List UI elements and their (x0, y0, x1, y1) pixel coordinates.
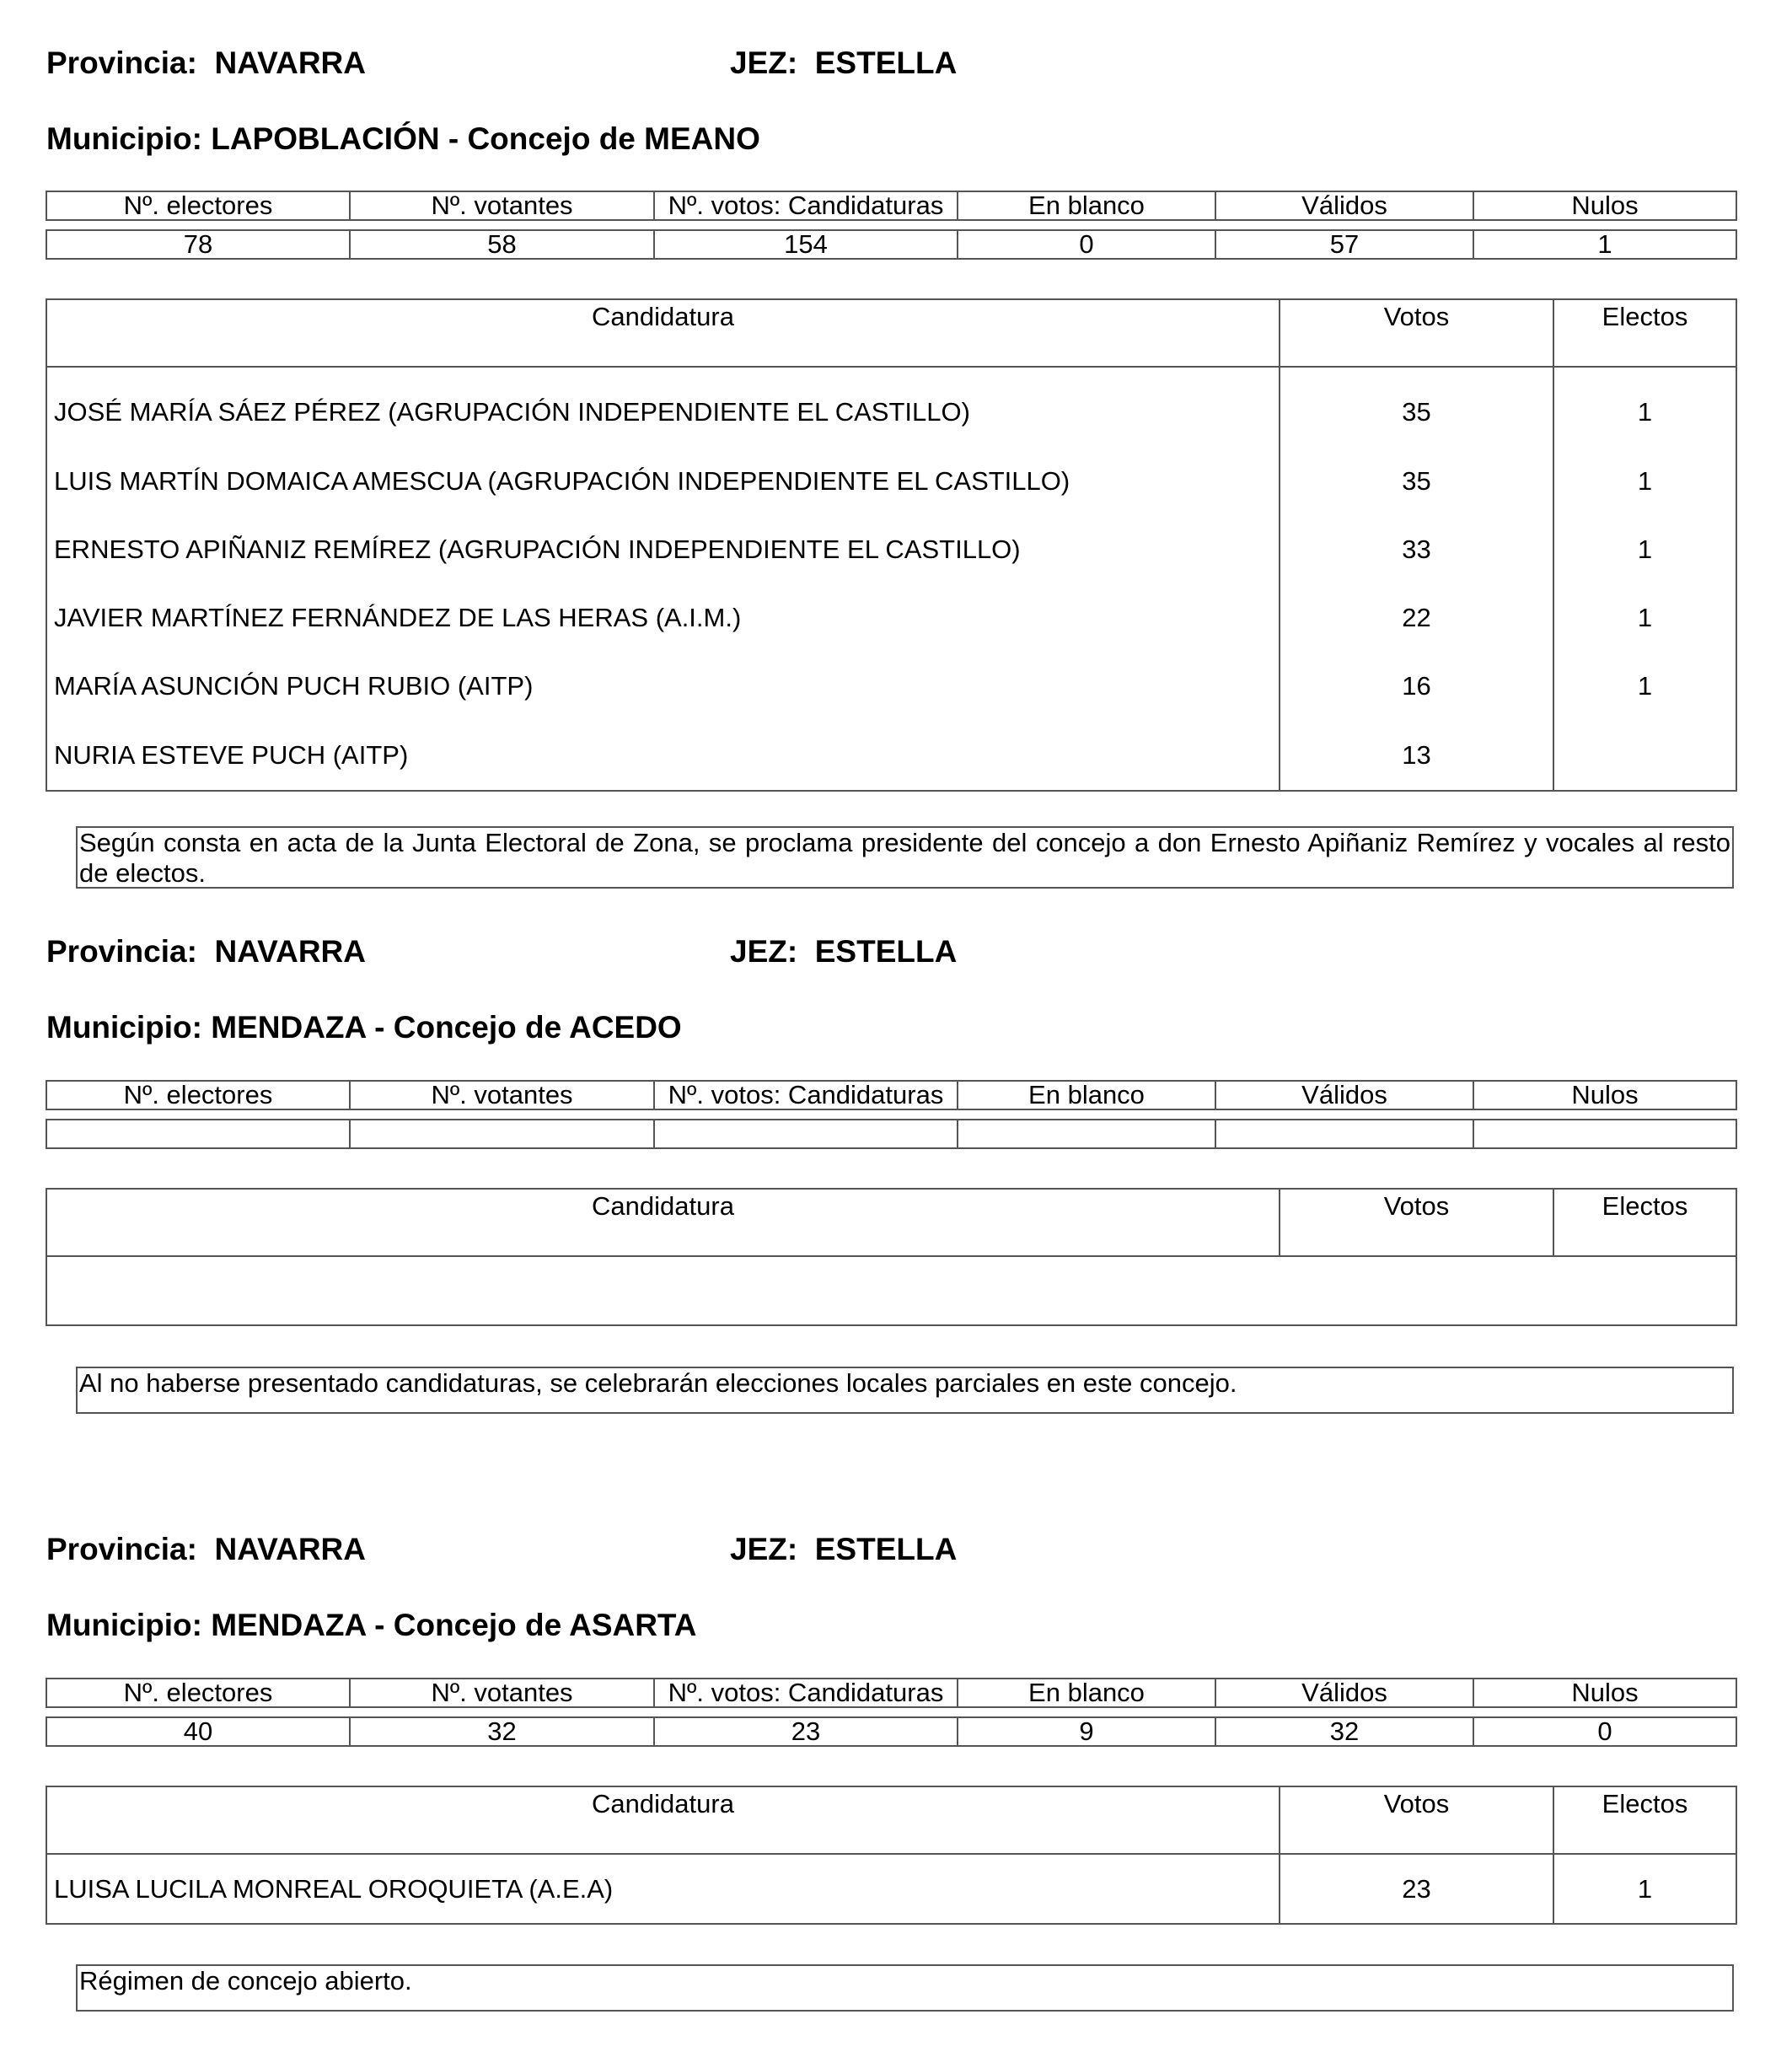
stats-header-electores: Nº. electores (46, 191, 350, 220)
candidate-name: MARÍA ASUNCIÓN PUCH RUBIO (AITP) (46, 652, 1280, 720)
candidate-votos: 35 (1280, 367, 1553, 447)
stats-header-row (46, 191, 1736, 220)
candidates-header-row (46, 299, 1736, 367)
stats-value-votantes: 58 (350, 230, 654, 259)
candidate-electos: 1 (1553, 1854, 1736, 1924)
stats-header-votantes: Nº. votantes (350, 1679, 654, 1707)
municipio-heading (46, 1607, 697, 1644)
concejo-prefix: - Concejo de (448, 121, 636, 156)
provincia-heading (46, 933, 366, 970)
jez-heading (730, 45, 957, 82)
stats-header-votantes: Nº. votantes (350, 191, 654, 220)
stats-value-row (46, 230, 1736, 259)
stats-value-votos-candidaturas: 154 (654, 230, 958, 259)
empty-candidates-cell (46, 1256, 1736, 1325)
table-row (46, 515, 1736, 583)
candidate-electos: 1 (1553, 367, 1736, 447)
stats-header-en-blanco: En blanco (958, 1679, 1215, 1707)
note-box: Al no haberse presentado candidaturas, se celebrarán elecciones locales parciales en este concejo. (76, 1367, 1734, 1414)
provincia-label: Provincia: (46, 1532, 197, 1566)
table-row (46, 1256, 1736, 1325)
header-candidatura: Candidatura (46, 1189, 1280, 1256)
concejo-value: ACEDO (569, 1010, 682, 1045)
jez-heading (730, 1531, 957, 1568)
jez-label: JEZ: (730, 934, 798, 969)
table-row (46, 583, 1736, 652)
header-votos: Votos (1280, 299, 1553, 367)
stats-value-votantes (350, 1120, 654, 1148)
stats-value-nulos (1473, 1120, 1736, 1148)
stats-header-votos-candidaturas: Nº. votos: Candidaturas (654, 191, 958, 220)
candidate-name: JAVIER MARTÍNEZ FERNÁNDEZ DE LAS HERAS (A.I.M.) (46, 583, 1280, 652)
stats-header-nulos: Nulos (1473, 1679, 1736, 1707)
candidates-header-row (46, 1786, 1736, 1854)
municipio-value: LAPOBLACIÓN (211, 121, 440, 156)
candidates-header-row (46, 1189, 1736, 1256)
header-votos: Votos (1280, 1786, 1553, 1854)
stats-value-nulos: 0 (1473, 1717, 1736, 1746)
stats-header-validos: Válidos (1215, 191, 1473, 220)
stats-value-electores: 78 (46, 230, 350, 259)
candidate-votos: 23 (1280, 1854, 1553, 1924)
provincia-heading (46, 45, 366, 82)
candidate-electos: 1 (1553, 583, 1736, 652)
header-votos: Votos (1280, 1189, 1553, 1256)
stats-header-nulos: Nulos (1473, 1081, 1736, 1109)
stats-value-votos-candidaturas (654, 1120, 958, 1148)
header-electos: Electos (1553, 299, 1736, 367)
stats-value-electores (46, 1120, 350, 1148)
stats-header-votantes: Nº. votantes (350, 1081, 654, 1109)
candidate-votos: 22 (1280, 583, 1553, 652)
table-row (46, 1854, 1736, 1924)
jez-heading (730, 933, 957, 970)
candidate-electos: 1 (1553, 652, 1736, 720)
stats-header-row (46, 1679, 1736, 1707)
concejo-prefix: - Concejo de (374, 1608, 562, 1642)
municipio-label: Municipio: (46, 121, 202, 156)
stats-value-votos-candidaturas: 23 (654, 1717, 958, 1746)
candidates-table (46, 1188, 1737, 1326)
stats-value-en-blanco: 9 (958, 1717, 1215, 1746)
municipio-label: Municipio: (46, 1608, 202, 1642)
table-row (46, 720, 1736, 791)
candidate-electos: 1 (1553, 447, 1736, 515)
candidate-electos (1553, 720, 1736, 791)
municipio-heading (46, 1009, 682, 1046)
candidates-table (46, 298, 1737, 792)
stats-header-nulos: Nulos (1473, 191, 1736, 220)
stats-header-en-blanco: En blanco (958, 1081, 1215, 1109)
candidate-name: LUIS MARTÍN DOMAICA AMESCUA (AGRUPACIÓN INDEPENDIENTE EL CASTILLO) (46, 447, 1280, 515)
provincia-label: Provincia: (46, 46, 197, 80)
header-candidatura: Candidatura (46, 299, 1280, 367)
candidate-name: JOSÉ MARÍA SÁEZ PÉREZ (AGRUPACIÓN INDEPENDIENTE EL CASTILLO) (46, 367, 1280, 447)
stats-table (46, 191, 1737, 260)
note-box: Según consta en acta de la Junta Electoral de Zona, se proclama presidente del concejo a don Ernesto Apiñaniz Remírez y vocales al resto de electos. (76, 826, 1734, 889)
candidate-votos: 13 (1280, 720, 1553, 791)
stats-table (46, 1080, 1737, 1149)
stats-table (46, 1678, 1737, 1747)
stats-value-en-blanco: 0 (958, 230, 1215, 259)
municipio-value: MENDAZA (211, 1608, 366, 1642)
candidate-name: NURIA ESTEVE PUCH (AITP) (46, 720, 1280, 791)
municipio-heading (46, 121, 760, 158)
stats-header-votos-candidaturas: Nº. votos: Candidaturas (654, 1679, 958, 1707)
provincia-value: NAVARRA (214, 46, 366, 80)
stats-value-row (46, 1120, 1736, 1148)
note-box: Régimen de concejo abierto. (76, 1964, 1734, 2012)
stats-value-votantes: 32 (350, 1717, 654, 1746)
jez-label: JEZ: (730, 46, 798, 80)
table-row (46, 367, 1736, 447)
stats-value-validos: 32 (1215, 1717, 1473, 1746)
stats-header-electores: Nº. electores (46, 1081, 350, 1109)
jez-label: JEZ: (730, 1532, 798, 1566)
stats-header-electores: Nº. electores (46, 1679, 350, 1707)
provincia-value: NAVARRA (214, 1532, 366, 1566)
provincia-value: NAVARRA (214, 934, 366, 969)
candidates-table (46, 1786, 1737, 1925)
candidate-electos: 1 (1553, 515, 1736, 583)
stats-header-validos: Válidos (1215, 1081, 1473, 1109)
candidate-votos: 16 (1280, 652, 1553, 720)
stats-value-row (46, 1717, 1736, 1746)
concejo-value: ASARTA (569, 1608, 697, 1642)
provincia-heading (46, 1531, 366, 1568)
stats-value-validos (1215, 1120, 1473, 1148)
concejo-value: MEANO (644, 121, 760, 156)
header-electos: Electos (1553, 1786, 1736, 1854)
header-candidatura: Candidatura (46, 1786, 1280, 1854)
stats-header-votos-candidaturas: Nº. votos: Candidaturas (654, 1081, 958, 1109)
concejo-prefix: - Concejo de (374, 1010, 562, 1045)
candidate-votos: 33 (1280, 515, 1553, 583)
stats-header-validos: Válidos (1215, 1679, 1473, 1707)
municipio-label: Municipio: (46, 1010, 202, 1045)
jez-value: ESTELLA (814, 46, 958, 80)
stats-value-en-blanco (958, 1120, 1215, 1148)
candidate-name: LUISA LUCILA MONREAL OROQUIETA (A.E.A) (46, 1854, 1280, 1924)
stats-value-nulos: 1 (1473, 230, 1736, 259)
stats-header-row (46, 1081, 1736, 1109)
candidate-votos: 35 (1280, 447, 1553, 515)
header-electos: Electos (1553, 1189, 1736, 1256)
jez-value: ESTELLA (814, 1532, 958, 1566)
table-row (46, 652, 1736, 720)
stats-value-validos: 57 (1215, 230, 1473, 259)
municipio-value: MENDAZA (211, 1010, 366, 1045)
jez-value: ESTELLA (814, 934, 958, 969)
stats-header-en-blanco: En blanco (958, 191, 1215, 220)
stats-value-electores: 40 (46, 1717, 350, 1746)
table-row (46, 447, 1736, 515)
candidate-name: ERNESTO APIÑANIZ REMÍREZ (AGRUPACIÓN INDEPENDIENTE EL CASTILLO) (46, 515, 1280, 583)
provincia-label: Provincia: (46, 934, 197, 969)
